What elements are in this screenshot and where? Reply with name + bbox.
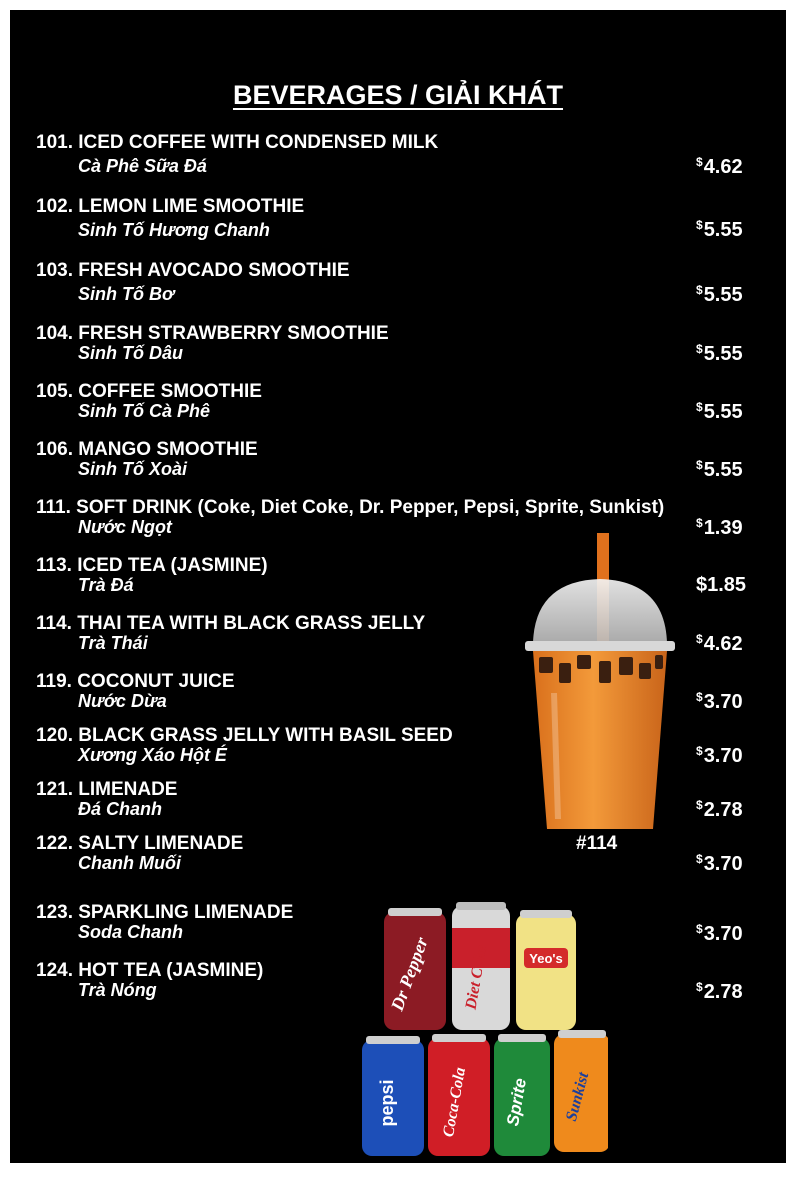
item-viet-name: Sinh Tố Cà Phê bbox=[78, 401, 211, 421]
item-price: $4.62 bbox=[696, 155, 743, 178]
sunkist-can bbox=[554, 1030, 608, 1152]
svg-text:Sunkist: Sunkist bbox=[562, 1070, 593, 1124]
item-name: 104. FRESH STRAWBERRY SMOOTHIE bbox=[36, 323, 389, 344]
item-viet-name: Nước Ngọt bbox=[78, 517, 172, 537]
item-viet-name: Trà Nóng bbox=[78, 980, 157, 1000]
menu-board bbox=[10, 10, 786, 1163]
coca-cola-can bbox=[428, 1034, 490, 1156]
item-viet-name: Đá Chanh bbox=[78, 799, 163, 819]
svg-text:Yeo's: Yeo's bbox=[529, 951, 563, 966]
item-name: 111. SOFT DRINK (Coke, Diet Coke, Dr. Pepper, Pepsi, Sprite, Sunkist) bbox=[36, 497, 665, 518]
svg-text:Diet Coke: Diet Coke bbox=[462, 943, 491, 1011]
item-price: $3.70 bbox=[696, 922, 743, 945]
svg-text:pepsi: pepsi bbox=[377, 1079, 397, 1127]
item-viet-name: Soda Chanh bbox=[78, 922, 184, 942]
item-price: $3.70 bbox=[696, 690, 743, 713]
item-price: $2.78 bbox=[696, 980, 743, 1003]
item-price: $3.70 bbox=[696, 744, 743, 767]
pepsi-can bbox=[362, 1036, 424, 1156]
item-price: $5.55 bbox=[696, 458, 743, 481]
item-name: 120. BLACK GRASS JELLY WITH BASIL SEED bbox=[36, 725, 453, 746]
item-name: 119. COCONUT JUICE bbox=[36, 671, 235, 692]
item-price: $5.55 bbox=[696, 400, 743, 423]
item-viet-name: Chanh Muối bbox=[78, 853, 181, 873]
item-viet-name: Trà Đá bbox=[78, 575, 134, 595]
item-name: 121. LIMENADE bbox=[36, 779, 178, 800]
item-viet-name: Trà Thái bbox=[78, 633, 148, 653]
item-price: $1.39 bbox=[696, 516, 743, 539]
item-name: 105. COFFEE SMOOTHIE bbox=[36, 381, 262, 402]
yeos-can bbox=[516, 910, 576, 1030]
thai-tea-cup-image bbox=[515, 533, 685, 835]
item-viet-name: Sinh Tố Bơ bbox=[78, 284, 175, 304]
item-price: $3.70 bbox=[696, 852, 743, 875]
item-viet-name: Xương Xáo Hột É bbox=[78, 745, 227, 765]
item-name: 103. FRESH AVOCADO SMOOTHIE bbox=[36, 260, 350, 281]
item-name: 122. SALTY LIMENADE bbox=[36, 833, 244, 854]
item-price: $2.78 bbox=[696, 798, 743, 821]
item-price: $5.55 bbox=[696, 283, 743, 306]
svg-text:Sprite: Sprite bbox=[503, 1076, 531, 1128]
item-name: 123. SPARKLING LIMENADE bbox=[36, 902, 294, 923]
sprite-can bbox=[494, 1034, 550, 1156]
item-name: 106. MANGO SMOOTHIE bbox=[36, 439, 258, 460]
item-viet-name: Sinh Tố Dâu bbox=[78, 343, 183, 363]
item-name: 101. ICED COFFEE WITH CONDENSED MILK bbox=[36, 132, 439, 153]
item-price: $1.85 bbox=[696, 574, 747, 596]
item-name: 102. LEMON LIME SMOOTHIE bbox=[36, 196, 305, 217]
soda-cans-image bbox=[348, 898, 608, 1160]
item-price: $5.55 bbox=[696, 218, 743, 241]
item-price: $4.62 bbox=[696, 632, 743, 655]
item-name: 113. ICED TEA (JASMINE) bbox=[36, 555, 268, 576]
item-name: 124. HOT TEA (JASMINE) bbox=[36, 960, 264, 981]
menu-title: BEVERAGES / GIẢI KHÁT bbox=[232, 80, 564, 110]
item-viet-name: Nước Dừa bbox=[78, 691, 167, 711]
item-price: $5.55 bbox=[696, 342, 743, 365]
item-viet-name: Sinh Tố Hương Chanh bbox=[78, 220, 270, 240]
svg-text:Dr Pepper: Dr Pepper bbox=[386, 934, 432, 1014]
item-viet-name: Sinh Tố Xoài bbox=[78, 459, 188, 479]
item-viet-name: Cà Phê Sữa Đá bbox=[78, 156, 207, 176]
diet-coke-can bbox=[452, 902, 510, 1030]
dr-pepper-can bbox=[384, 908, 446, 1030]
photo-caption: #114 bbox=[576, 833, 618, 854]
item-name: 114. THAI TEA WITH BLACK GRASS JELLY bbox=[36, 613, 426, 634]
svg-text:Coca-Cola: Coca-Cola bbox=[440, 1066, 470, 1139]
